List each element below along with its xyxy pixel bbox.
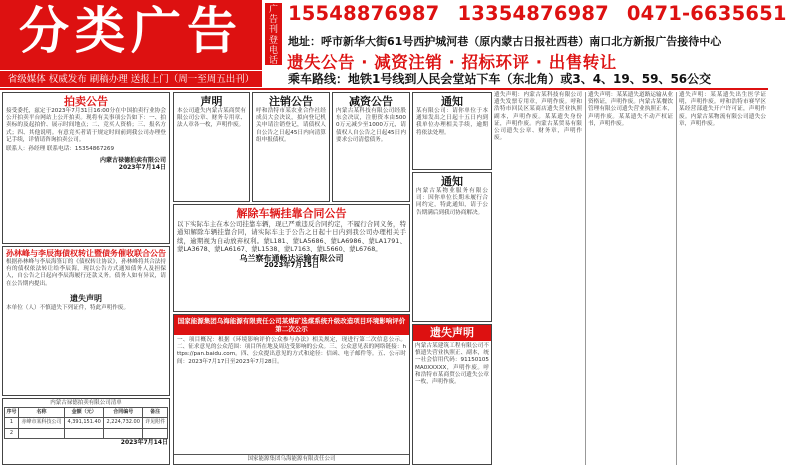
listing-text-3: 遗失声明：某某遗失出生医学证明，声明作废。呼和浩特市赛罕区某经营部遗失开户许可证，声明作废。内蒙古某物流有限公司遗失公章，声明作废。 <box>679 92 766 127</box>
capital-reduction-title: 减资公告 <box>349 95 393 108</box>
auction-date: 2023年7月14日 <box>118 164 166 172</box>
table-row <box>5 428 168 438</box>
notification-1-text: 某有限公司：请你单位于本通知发出之日起十五日内到我单位办理相关手续，逾期将依法处理。 <box>416 108 488 136</box>
title-block <box>0 0 262 70</box>
vehicle-company: 乌兰察布通畅达运输有限公司 <box>239 254 344 264</box>
column-listings-3 <box>676 92 766 465</box>
table-cell: 详见附件 <box>143 418 168 428</box>
table-cell: 2 <box>5 428 19 438</box>
cancellation-title: 注销公告 <box>269 95 313 108</box>
auction-notice <box>2 92 170 244</box>
table-cell <box>104 428 143 438</box>
tender-text: 一、项目概况：根据《环境影响评价公众参与办法》相关规定，现进行第二次信息公示。二、征求意见的公众范围：项目所在地及周边受影响的公众。三、公众意见表的网络链接：https://pan.baidu.com。四、公众提出意见的方式和途径：信函、电子邮件等。五、公示时间：2023年7月17日至2023年7月28日。 <box>177 337 406 365</box>
statement-text: 本公司遗失内蒙古某商贸有限公司公章、财务专用章、法人章各一枚，声明作废。 <box>177 108 246 129</box>
auction-contact: 联系人：孙经理 联系电话：15354867269 <box>6 146 115 153</box>
tender-banner: 国家能源集团乌海能源有限责任公司某煤矿选煤系统升级改造项目环境影响评价第二次公示 <box>174 315 409 335</box>
tender-footer: 国家能源集团乌海能源有限责任公司 <box>174 454 409 464</box>
table-cell <box>65 428 104 438</box>
loss-statement <box>412 324 492 465</box>
table-cell <box>18 428 64 438</box>
column-listings-1 <box>494 92 582 465</box>
asset-table <box>4 407 168 439</box>
phone-2: 13354876987 <box>457 2 609 25</box>
page-title: 分类广告 <box>19 2 243 60</box>
vehicle-title: 解除车辆挂靠合同公告 <box>236 207 347 220</box>
business-scope: 遗失公告 · 减资注销 · 招标环评 · 出售转让 <box>287 53 617 72</box>
vehicle-date: 2023年7月15日 <box>263 261 320 270</box>
table-cell: 1 <box>5 418 19 428</box>
column-notices <box>173 92 410 465</box>
notification-2-title: 通知 <box>441 175 463 188</box>
phone-3: 0471-6635651 <box>626 2 787 25</box>
debt-text: 根据孙林峰与李辰海签订的《债权转让协议》，孙林峰将其合法持有的债权依法转让给李辰海，现以公告方式通知债务人及担保人，自公告之日起向李辰海履行还款义务。债务人如有异议，请在公告期内提出。 <box>6 259 166 287</box>
phone-1: 15548876987 <box>288 2 440 25</box>
table-header-row <box>5 408 168 418</box>
slogan: 省级媒体 权威发布 刷稿办理 送报上门（周一至周五出刊） <box>0 70 262 87</box>
capital-reduction-notice <box>332 92 410 202</box>
loss-title: 遗失声明 <box>70 293 102 303</box>
notification-2-text: 内蒙古某物业服务有限公司：因你单位长期未履行合同约定，特此通知，请于公告期满后到我司协商解决。 <box>416 188 488 216</box>
table-caption: 内蒙古禄德拍卖有限公司清单 <box>50 400 122 406</box>
listing-text-2: 遗失声明：某某遗失道路运输从业资格证，声明作废。内蒙古某餐饮管理有限公司遗失营业执照正本，声明作废。某某遗失不动产权证书，声明作废。 <box>588 92 673 127</box>
table-date: 2023年7月14日 <box>120 438 168 446</box>
table-cell: 2,224,732.00 <box>104 418 143 428</box>
notification-1-title: 通知 <box>441 95 463 108</box>
debt-notice <box>2 246 170 396</box>
loss-statement-title: 遗失声明 <box>413 325 491 341</box>
listing-text-1: 遗失声明：内蒙古某科技有限公司遗失发票专用章，声明作废。呼和浩特市回民区某商店遗失营业执照副本，声明作废。某某遗失身份证，声明作废。内蒙古某贸易有限公司遗失公章、财务章，声明作废。 <box>494 92 582 142</box>
table-cell <box>143 428 168 438</box>
vehicle-notice <box>173 204 410 312</box>
notification-2 <box>412 172 492 322</box>
notification-1 <box>412 92 492 170</box>
statement-title: 声明 <box>200 95 223 108</box>
phone-numbers <box>288 2 787 25</box>
vehicle-text: 以下实际车主在本公司挂靠车辆，现已严重违反合同约定，不履行合同义务，特通知解除车辆挂靠合同，请实际车主于公告之日起十日内到我公司办理相关手续，逾期视为自动放弃权利。蒙L181、蒙LA5686、蒙LA6986、蒙LA1791、蒙LA3678、蒙LA6167、蒙L1538、蒙L7163、蒙L5660、蒙L6768。 <box>177 220 406 253</box>
column-loss <box>412 92 492 465</box>
address: 地址：呼市新华大街61号西护城河巷（原内蒙古日报社西巷）南口北方新报广告接待中心 <box>288 35 722 48</box>
table-header: 备注 <box>143 408 168 418</box>
cancellation-notice <box>252 92 330 202</box>
table-header: 名称 <box>18 408 64 418</box>
asset-table-box <box>2 398 170 465</box>
cancellation-text: 呼和浩特市某农业合作社经成员大会决议，拟向登记机关申请注销登记，请债权人自公告之日起45日内向清算组申报债权。 <box>256 108 326 143</box>
auction-title: 拍卖公告 <box>64 95 108 108</box>
route-info: 乘车路线：地铁1号线到人民会堂站下车（东北角）或3、4、19、59、56公交 <box>288 72 712 86</box>
loss-text: 本单位（人）不慎遗失下列证件，特此声明作废。 <box>6 304 130 311</box>
table-row <box>5 418 168 428</box>
table-header: 金额（元） <box>65 408 104 418</box>
auction-text: 接受委托，兹定于2023年7月31日16:00分在中国拍卖行业协会公开拍卖平台网站上公开拍卖。现将有关事项公告如下：一、拍卖标的及起拍价、展示时间地点；二、竞买人资格；三、报名方式；四、其他说明。有意竞买者请于规定时间前到我公司办理登记手续，详情请咨询拍卖公司。 <box>6 108 166 143</box>
vertical-label: 广告刊登电话 <box>265 3 282 65</box>
table-header: 序号 <box>5 408 19 418</box>
column-auction <box>2 92 170 465</box>
masthead <box>0 0 787 87</box>
header-divider <box>0 88 768 90</box>
auction-company: 内蒙古禄德拍卖有限公司 <box>99 157 166 165</box>
capital-reduction-text: 内蒙古某科技有限公司经股东会决议，注册资本由5000万元减少至1000万元，请债权人自公告之日起45日内要求公司清偿债务。 <box>336 108 406 143</box>
table-header: 合同编号 <box>104 408 143 418</box>
statement-notice <box>173 92 250 202</box>
tender-notice <box>173 314 410 465</box>
debt-title: 孙林峰与李辰海债权转让暨债务催收联合公告 <box>6 249 166 258</box>
column-listings-2 <box>585 92 673 465</box>
table-cell: 赤峰市某科技公司 <box>18 418 64 428</box>
table-cell: 4,391,151.40 <box>65 418 104 428</box>
loss-statement-text: 内蒙古某建筑工程有限公司不慎遗失营业执照正、副本，统一社会信用代码：91150105MA0XXXXX，声明作废。呼和浩特市某商贸公司遗失公章一枚，声明作废。 <box>415 343 489 386</box>
